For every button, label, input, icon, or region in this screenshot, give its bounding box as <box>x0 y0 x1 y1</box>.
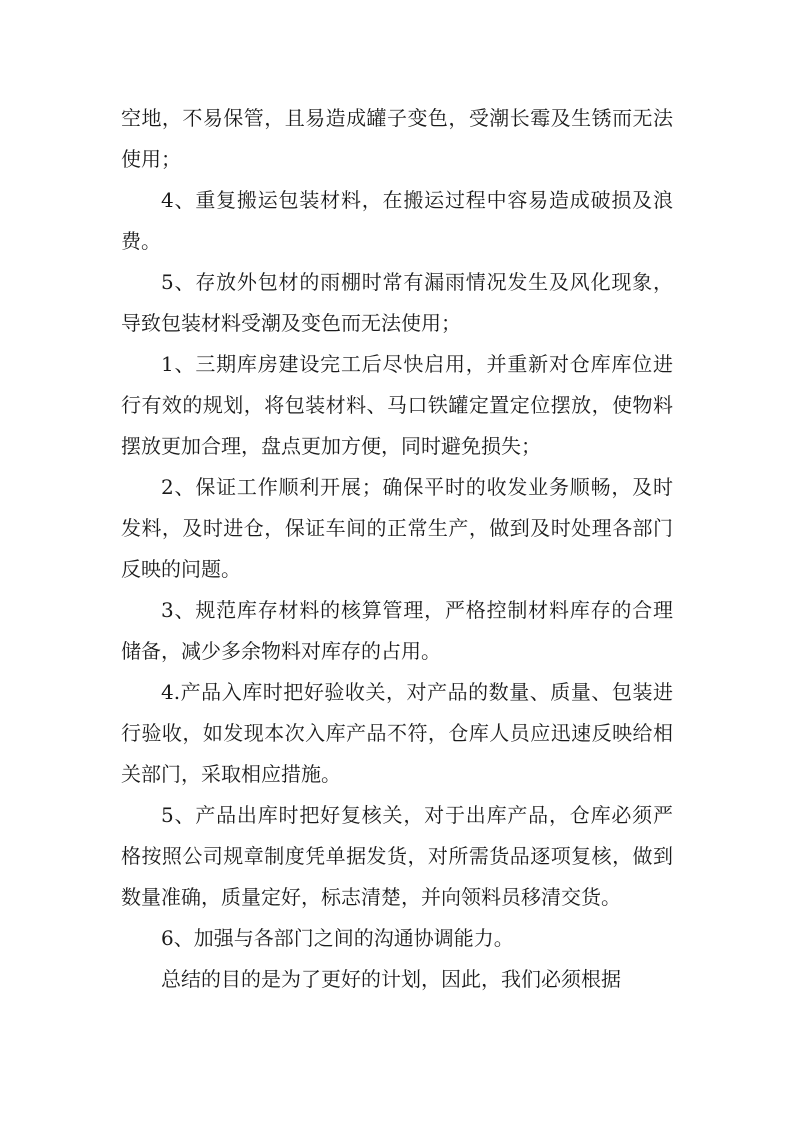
paragraph-2: 4、重复搬运包装材料，在搬运过程中容易造成破损及浪费。 <box>121 188 673 253</box>
paragraph-8: 5、产品出库时把好复核关，对于出库产品，仓库必须严格按照公司规章制度凭单据发货，对所需货品逐项复核，做到数量准确，质量定好，标志清楚，并向领料员移清交货。 <box>121 803 673 909</box>
paragraph-1: 空地，不易保管，且易造成罐子变色，受潮长霉及生锈而无法使用； <box>121 106 673 171</box>
paragraph-5: 2、保证工作顺利开展；确保平时的收发业务顺畅，及时发料，及时进仓，保证车间的正常生产，做到及时处理各部门反映的问题。 <box>121 475 673 581</box>
paragraph-6: 3、规范库存材料的核算管理，严格控制材料库存的合理储备，减少多余物料对库存的占用。 <box>121 598 673 663</box>
paragraph-4: 1、三期库房建设完工后尽快启用，并重新对仓库库位进行有效的规划，将包装材料、马口铁罐定置定位摆放，使物料摆放更加合理，盘点更加方便，同时避免损失； <box>121 352 673 458</box>
paragraph-3: 5、存放外包材的雨棚时常有漏雨情况发生及风化现象，导致包装材料受潮及变色而无法使用； <box>121 270 673 335</box>
paragraph-7: 4.产品入库时把好验收关，对产品的数量、质量、包装进行验收，如发现本次入库产品不符，仓库人员应迅速反映给相关部门，采取相应措施。 <box>121 680 673 786</box>
paragraph-10: 总结的目的是为了更好的计划，因此，我们必须根据 <box>161 967 621 991</box>
document-body <box>121 98 673 1000</box>
paragraph-9: 6、加强与各部门之间的沟通协调能力。 <box>161 926 514 950</box>
